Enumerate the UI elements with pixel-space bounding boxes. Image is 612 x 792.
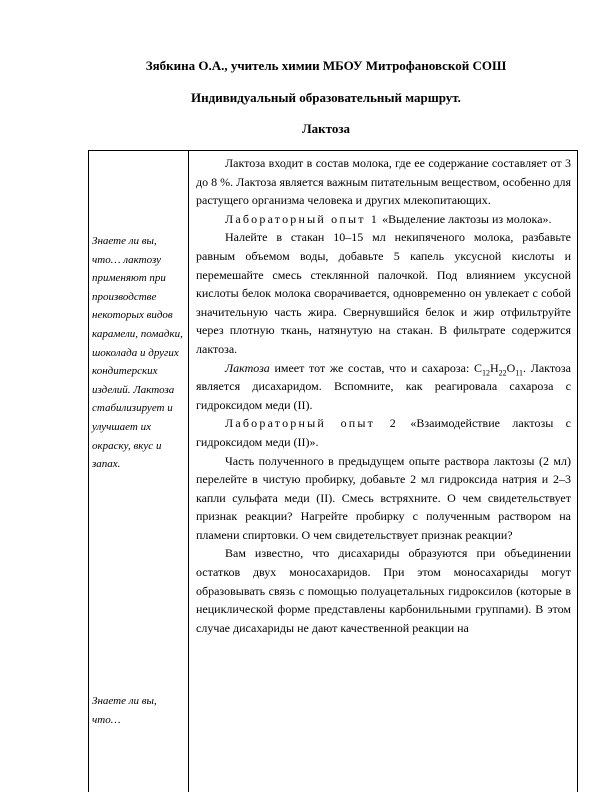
lab-experiment-1-heading — [196, 210, 571, 229]
content-table — [88, 150, 578, 792]
paragraph-intro: Лактоза входит в состав молока, где ее содержание составляет от 3 до 8 %. Лактоза является важным питательным веществом, особенно для растущего организма человека и других млекопитающих. — [196, 156, 571, 208]
topic-title: Лактоза — [301, 121, 351, 136]
did-you-know-note: Знаете ли вы, что… лактозу применяют при производстве некоторых видов карамели, помадки, шоколада и других кондитерских изделий. Лактоза стабилизирует и улучшает их окраску, вкус и запах. — [92, 235, 183, 471]
main-text-column — [196, 154, 571, 637]
lab-experiment-2-heading — [196, 414, 571, 451]
route-title: Индивидуальный образовательный маршрут. — [191, 90, 461, 105]
lab-1-title: «Выделение лактозы из молока». — [379, 211, 552, 226]
did-you-know-note-2: Знаете ли вы, что… — [92, 695, 157, 726]
author-line: Зябкина О.А., учитель химии МБОУ Митрофановской СОШ — [145, 58, 507, 73]
paragraph-lab2-instructions: Часть полученного в предыдущем опыте раствора лактозы (2 мл) перелейте в чистую пробирку, добавьте 2 мл гидроксида натрия и 2–3 капли сульфата меди (II). Смесь встряхните. О чем свидетельствует признак реакции? Нагрейте пробирку с полученным раствором на пламени спиртовки. О чем свидетельствует признак реакции? — [196, 453, 571, 542]
paragraph-lactose-formula: Лактоза имеет тот же состав, что и сахароза: $C_{12}H_{22}O_{11}$. Лактоза является дисахаридом. Вспомните, как реагировала сахароза с гидроксидом меди (II). — [196, 360, 571, 412]
lactose-term: Лактоза — [225, 360, 270, 375]
paragraph-disaccharides: Вам известно, что дисахариды образуются при объединении остатков двух моносахаридов. При этом моносахариды могут образовывать связь с помощью полуацетальных гидроксилов (которые в нециклической форме представлены карбонильными группами). В этом случае дисахариды не дают качественной реакции на — [196, 546, 571, 635]
lab-1-label: Лабораторный опыт 1 — [225, 211, 380, 226]
lab-2-title: «Взаимодействие лактозы с гидроксидом меди (II)». — [196, 416, 571, 449]
paragraph-lab1-instructions: Налейте в стакан 10–15 мл некипяченого молока, разбавьте равным объемом воды, добавьте 5 капель уксусной кислоты и перемешайте смесь стеклянной палочкой. Под влиянием уксусной кислоты белок молока сворачивается, одновременно он увлекает с собой значительную часть жира. Свернувшийся белок и жир отфильтруйте через плотную ткань, натянутую на стакан. В фильтрате содержится лактоза. — [196, 230, 571, 356]
column-divider — [188, 151, 189, 792]
lab-2-label: Лабораторный опыт 2 — [225, 416, 398, 431]
